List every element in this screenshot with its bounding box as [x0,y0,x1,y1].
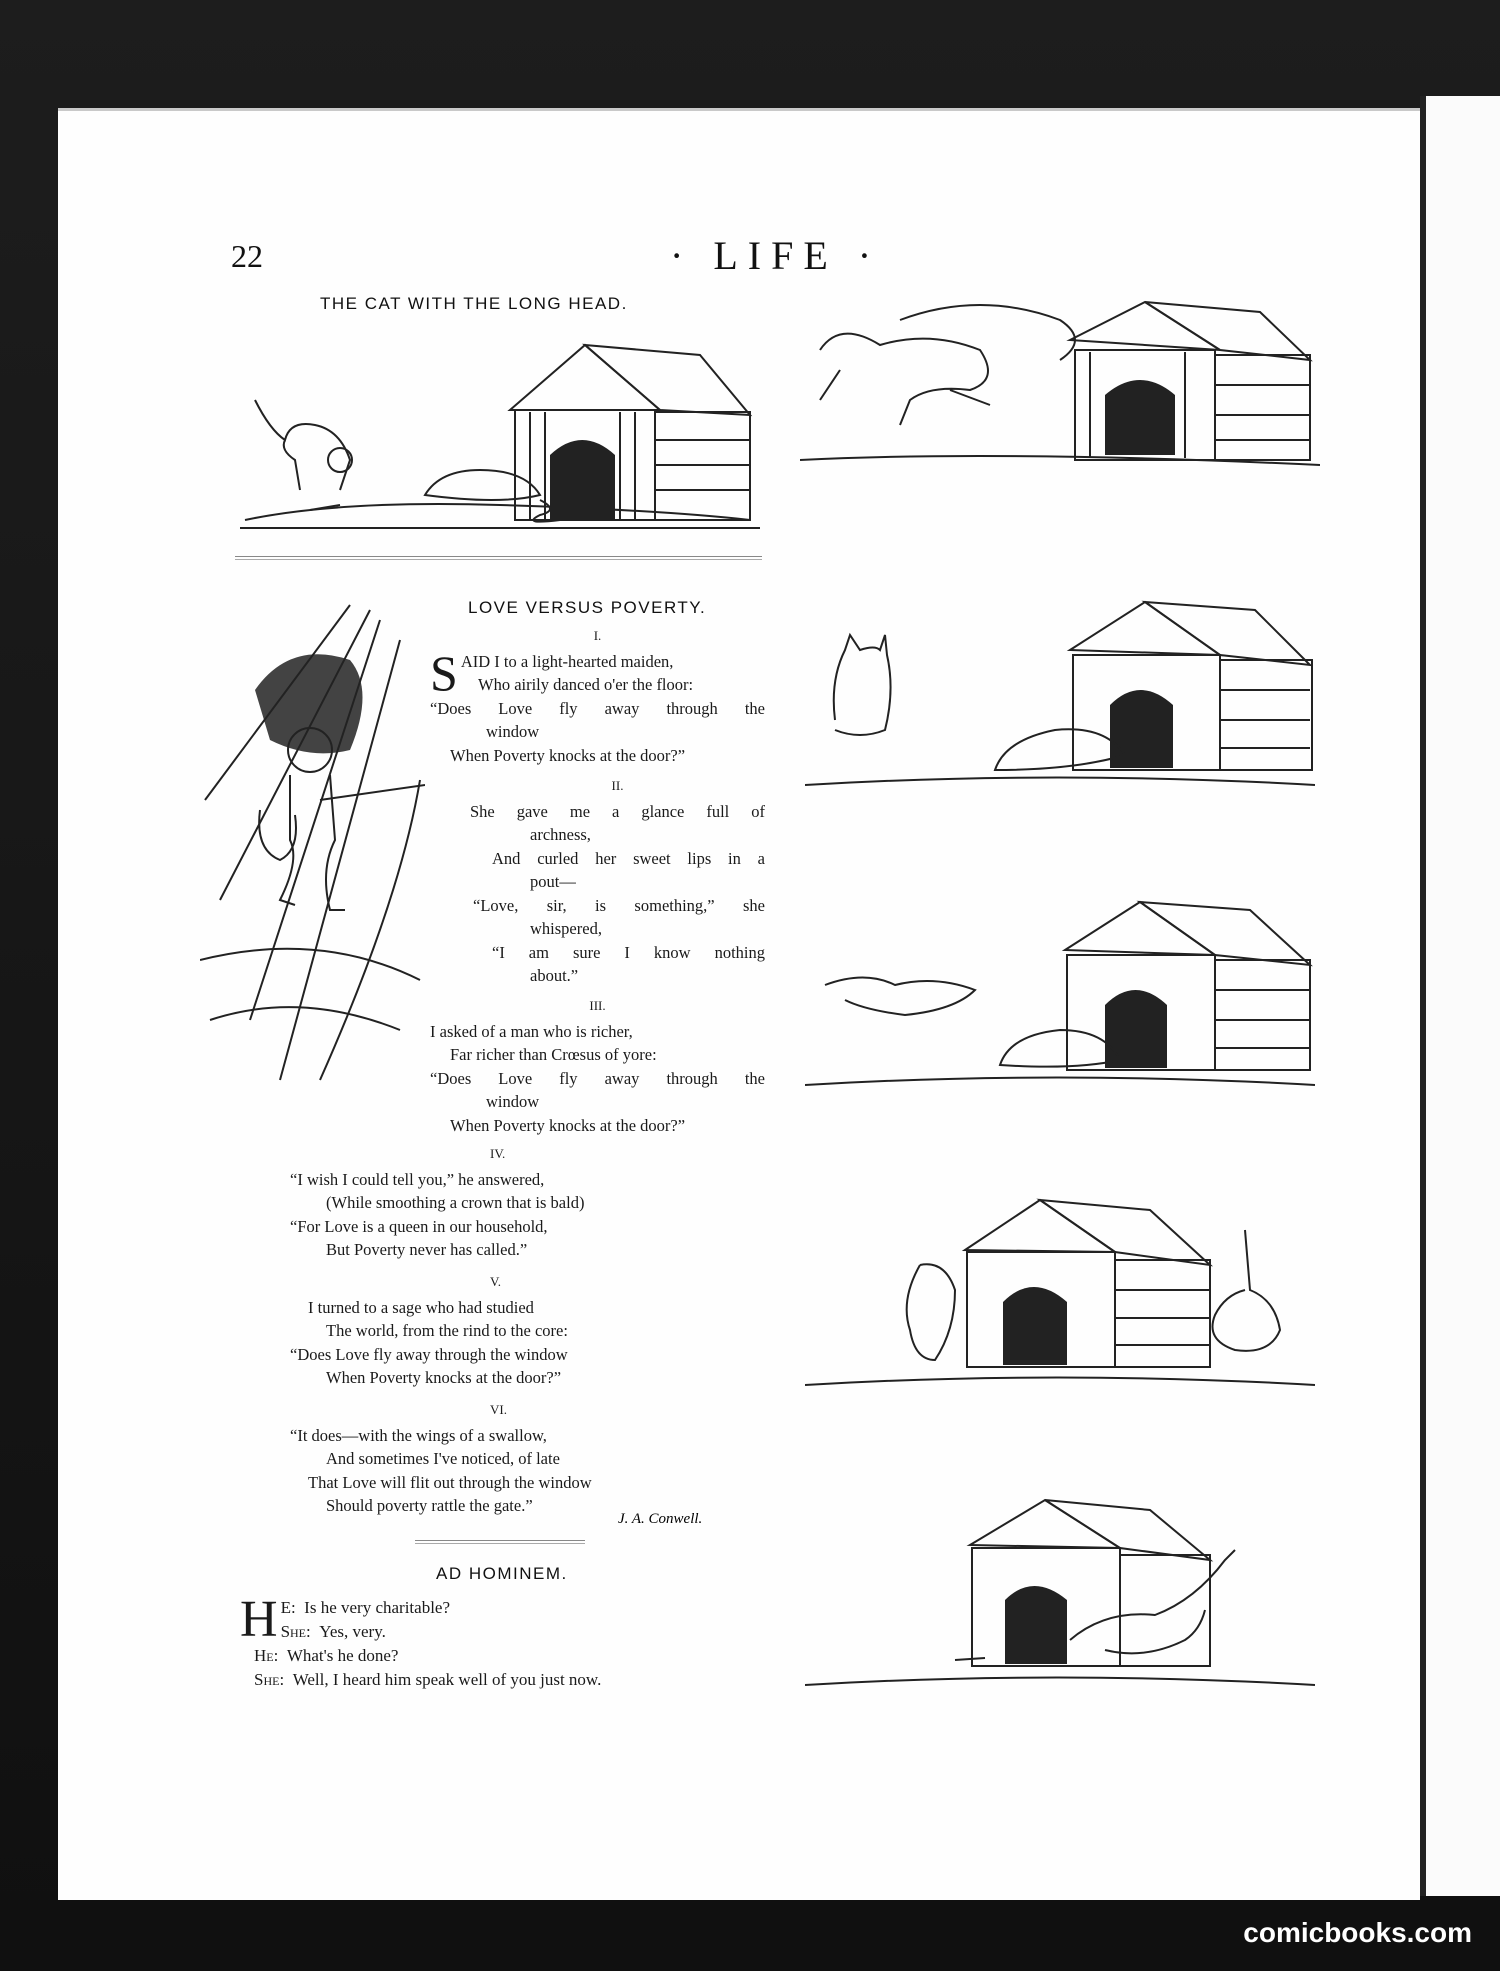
dialogue-text: What's he done? [286,1646,399,1665]
poem-stanza-4 [290,1138,730,1262]
poem-line: window [486,722,540,741]
cartoon-panel-1 [240,330,760,530]
stanza-number: V. [490,1274,501,1289]
cartoon-panel-3 [805,590,1315,790]
next-page-edge [1420,96,1500,1896]
poem-line: about.” [530,966,579,985]
dialogue-speaker: She: [254,1670,285,1689]
doghouse-illustration [1070,302,1310,460]
poem-stanza-5 [290,1266,730,1390]
doghouse-illustration [965,1200,1210,1367]
poem-line: whispered, [530,919,602,938]
stanza-number: IV. [490,1146,506,1161]
poem-line: When Poverty knocks at the door?” [450,1115,686,1135]
poem-stanza-3 [430,990,765,1137]
stanza-number: I. [593,628,602,643]
ad-hominem-dialogue [240,1591,760,1692]
poem-line: I asked of a man who is richer, [430,1021,633,1041]
site-watermark: comicbooks.com [1243,1917,1472,1948]
dialogue-speaker: She: [280,1622,311,1641]
poem-line: “Does Love fly away through the [430,1068,765,1088]
doghouse-illustration [1070,602,1312,770]
cat-illustration [1213,1230,1281,1351]
poem-line: AID I to a light-hearted maiden, [460,651,674,671]
dialogue-speaker: He: [254,1646,279,1665]
poem-line: “It does—with the wings of a swallow, [290,1425,547,1445]
boy-fishing-illustration [200,600,425,1110]
doghouse-illustration [1065,902,1310,1070]
poem-line: “Does Love fly away through the window [290,1344,568,1364]
section-divider [235,556,762,560]
poem-line: “I wish I could tell you,” he answered, [290,1169,545,1189]
poem-line: “I am sure I know nothing [492,942,765,962]
poem-line: I turned to a sage who had studied [308,1297,534,1317]
page-number: 22 [231,238,263,274]
dog-illustration [907,1264,955,1360]
cartoon-panel-4 [805,890,1315,1090]
leaping-cat-and-dog-illustration [820,305,1075,425]
poem-stanza-1 [430,620,765,767]
dialogue-speaker: E: [280,1598,296,1617]
drop-cap: H [240,1591,278,1648]
poem-line: The world, from the rind to the core: [326,1321,568,1340]
crouching-cat-illustration [825,978,975,1016]
poem-title: LOVE VERSUS POVERTY. [468,598,707,617]
poem-line: Far richer than Crœsus of yore: [450,1045,657,1064]
poem-line: That Love will flit out through the window [308,1472,592,1492]
poem-line: Who airily danced o'er the floor: [478,675,694,694]
dialogue-text: Well, I heard him speak well of you just now. [292,1670,602,1689]
cartoon-title: THE CAT WITH THE LONG HEAD. [320,294,628,313]
dog-illustration [1000,1030,1120,1067]
poem-line: window [486,1092,540,1111]
poem-end-rule [415,1540,585,1544]
dialogue-text: Is he very charitable? [304,1598,451,1617]
poem-line: archness, [530,825,591,844]
poem-line: “Does Love fly away through the [430,698,765,718]
stanza-number: II. [611,778,624,793]
sitting-cat-illustration [834,635,891,735]
poem-stanza-2 [470,770,765,988]
poem-line: (While smoothing a crown that is bald) [326,1193,585,1212]
stanza-number: III. [589,998,606,1013]
poem-stanza-6 [290,1394,760,1518]
poem-line: Should poverty rattle the gate.” [326,1496,533,1515]
poem-line: “For Love is a queen in our household, [290,1216,548,1236]
poem-line: But Poverty never has called.” [326,1240,528,1259]
poem-line: And curled her sweet lips in a [492,848,765,868]
drop-cap: S [430,644,458,701]
cat-illustration [255,400,352,490]
poem-line: pout— [530,872,576,891]
ad-hominem-title: AD HOMINEM. [436,1564,568,1583]
cartoon-panel-6 [805,1490,1315,1690]
poem-author: J. A. Conwell. [618,1511,703,1527]
cartoon-panel-5 [805,1190,1315,1390]
poem-line: When Poverty knocks at the door?” [450,745,686,765]
masthead: · LIFE · [670,233,882,278]
doghouse-illustration [510,345,750,520]
poem-line: And sometimes I've noticed, of late [326,1449,560,1468]
dialogue-text: Yes, very. [319,1622,386,1641]
dog-illustration [995,729,1125,770]
poem-line: “Love, sir, is something,” she [473,895,765,915]
poem-line: She gave me a glance full of [470,801,765,821]
cartoon-panel-2 [800,290,1320,470]
stanza-number: VI. [490,1402,507,1417]
dog-illustration [310,470,560,522]
doghouse-illustration [970,1500,1210,1666]
poem-line: When Poverty knocks at the door?” [326,1368,562,1387]
